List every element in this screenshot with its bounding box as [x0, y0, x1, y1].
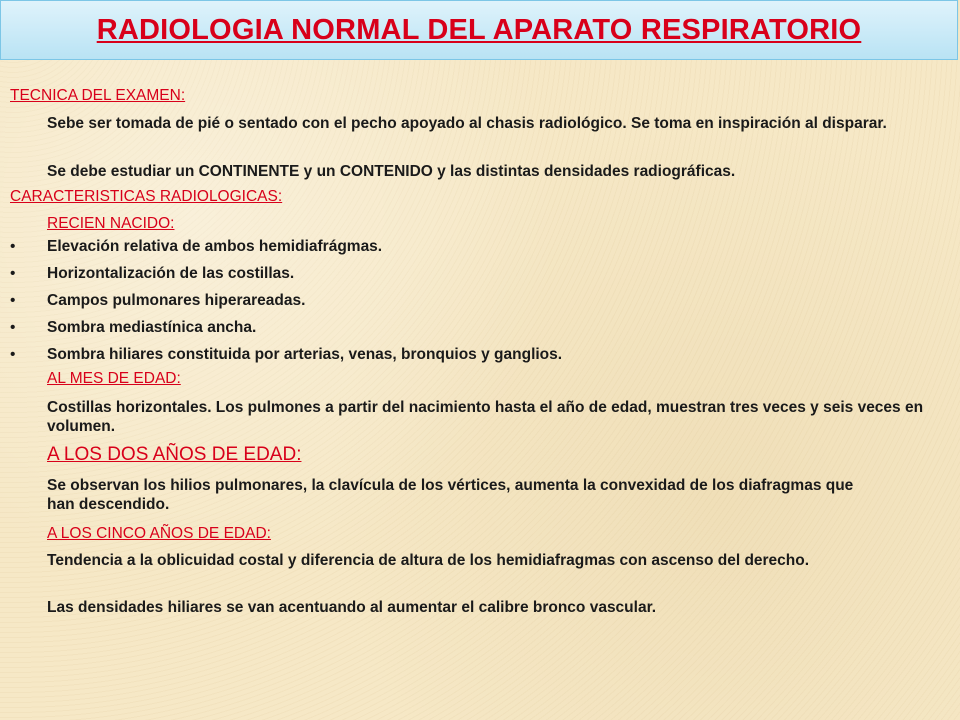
- dos-anos-paragraph: Se observan los hilios pulmonares, la clavícula de los vértices, aumenta la convexidad de los diafragmas que han descendido.: [47, 477, 854, 513]
- slide-title: RADIOLOGIA NORMAL DEL APARATO RESPIRATORIO: [96, 13, 862, 46]
- cinco-anos-paragraph-2: Las densidades hiliares se van acentuando al aumentar el calibre bronco vascular.: [47, 599, 657, 616]
- recien-nacido-heading: RECIEN NACIDO:: [47, 215, 175, 232]
- dos-anos-heading: A LOS DOS AÑOS DE EDAD:: [47, 444, 302, 465]
- list-item: • Elevación relativa de ambos hemidiafrágmas.: [10, 238, 910, 265]
- tecnica-paragraph-2: Se debe estudiar un CONTINENTE y un CONTENIDO y las distintas densidades radiográficas.: [47, 163, 736, 180]
- list-item: • Campos pulmonares hiperareadas.: [10, 292, 910, 319]
- recien-nacido-list: [10, 238, 910, 373]
- title-bar: [0, 0, 958, 60]
- list-item: • Sombra mediastínica ancha.: [10, 319, 910, 346]
- list-item: • Sombra hiliares constituida por arterias, venas, bronquios y ganglios.: [10, 346, 910, 373]
- section-caracteristicas-heading: CARACTERISTICAS RADIOLOGICAS:: [10, 188, 283, 205]
- tecnica-paragraph-1: Sebe ser tomada de pié o sentado con el pecho apoyado al chasis radiológico. Se toma en inspiración al disparar.: [47, 115, 887, 132]
- al-mes-paragraph: Costillas horizontales. Los pulmones a partir del nacimiento hasta el año de edad, muestran tres veces y seis veces en volumen.: [47, 399, 924, 435]
- cinco-anos-paragraph-1: Tendencia a la oblicuidad costal y diferencia de altura de los hemidiafragmas con ascenso del derecho.: [47, 552, 810, 569]
- section-tecnica-heading: TECNICA DEL EXAMEN:: [10, 87, 186, 104]
- cinco-anos-heading: A LOS CINCO AÑOS DE EDAD:: [47, 525, 271, 542]
- list-item: • Horizontalización de las costillas.: [10, 265, 910, 292]
- al-mes-heading: AL MES DE EDAD:: [47, 370, 181, 387]
